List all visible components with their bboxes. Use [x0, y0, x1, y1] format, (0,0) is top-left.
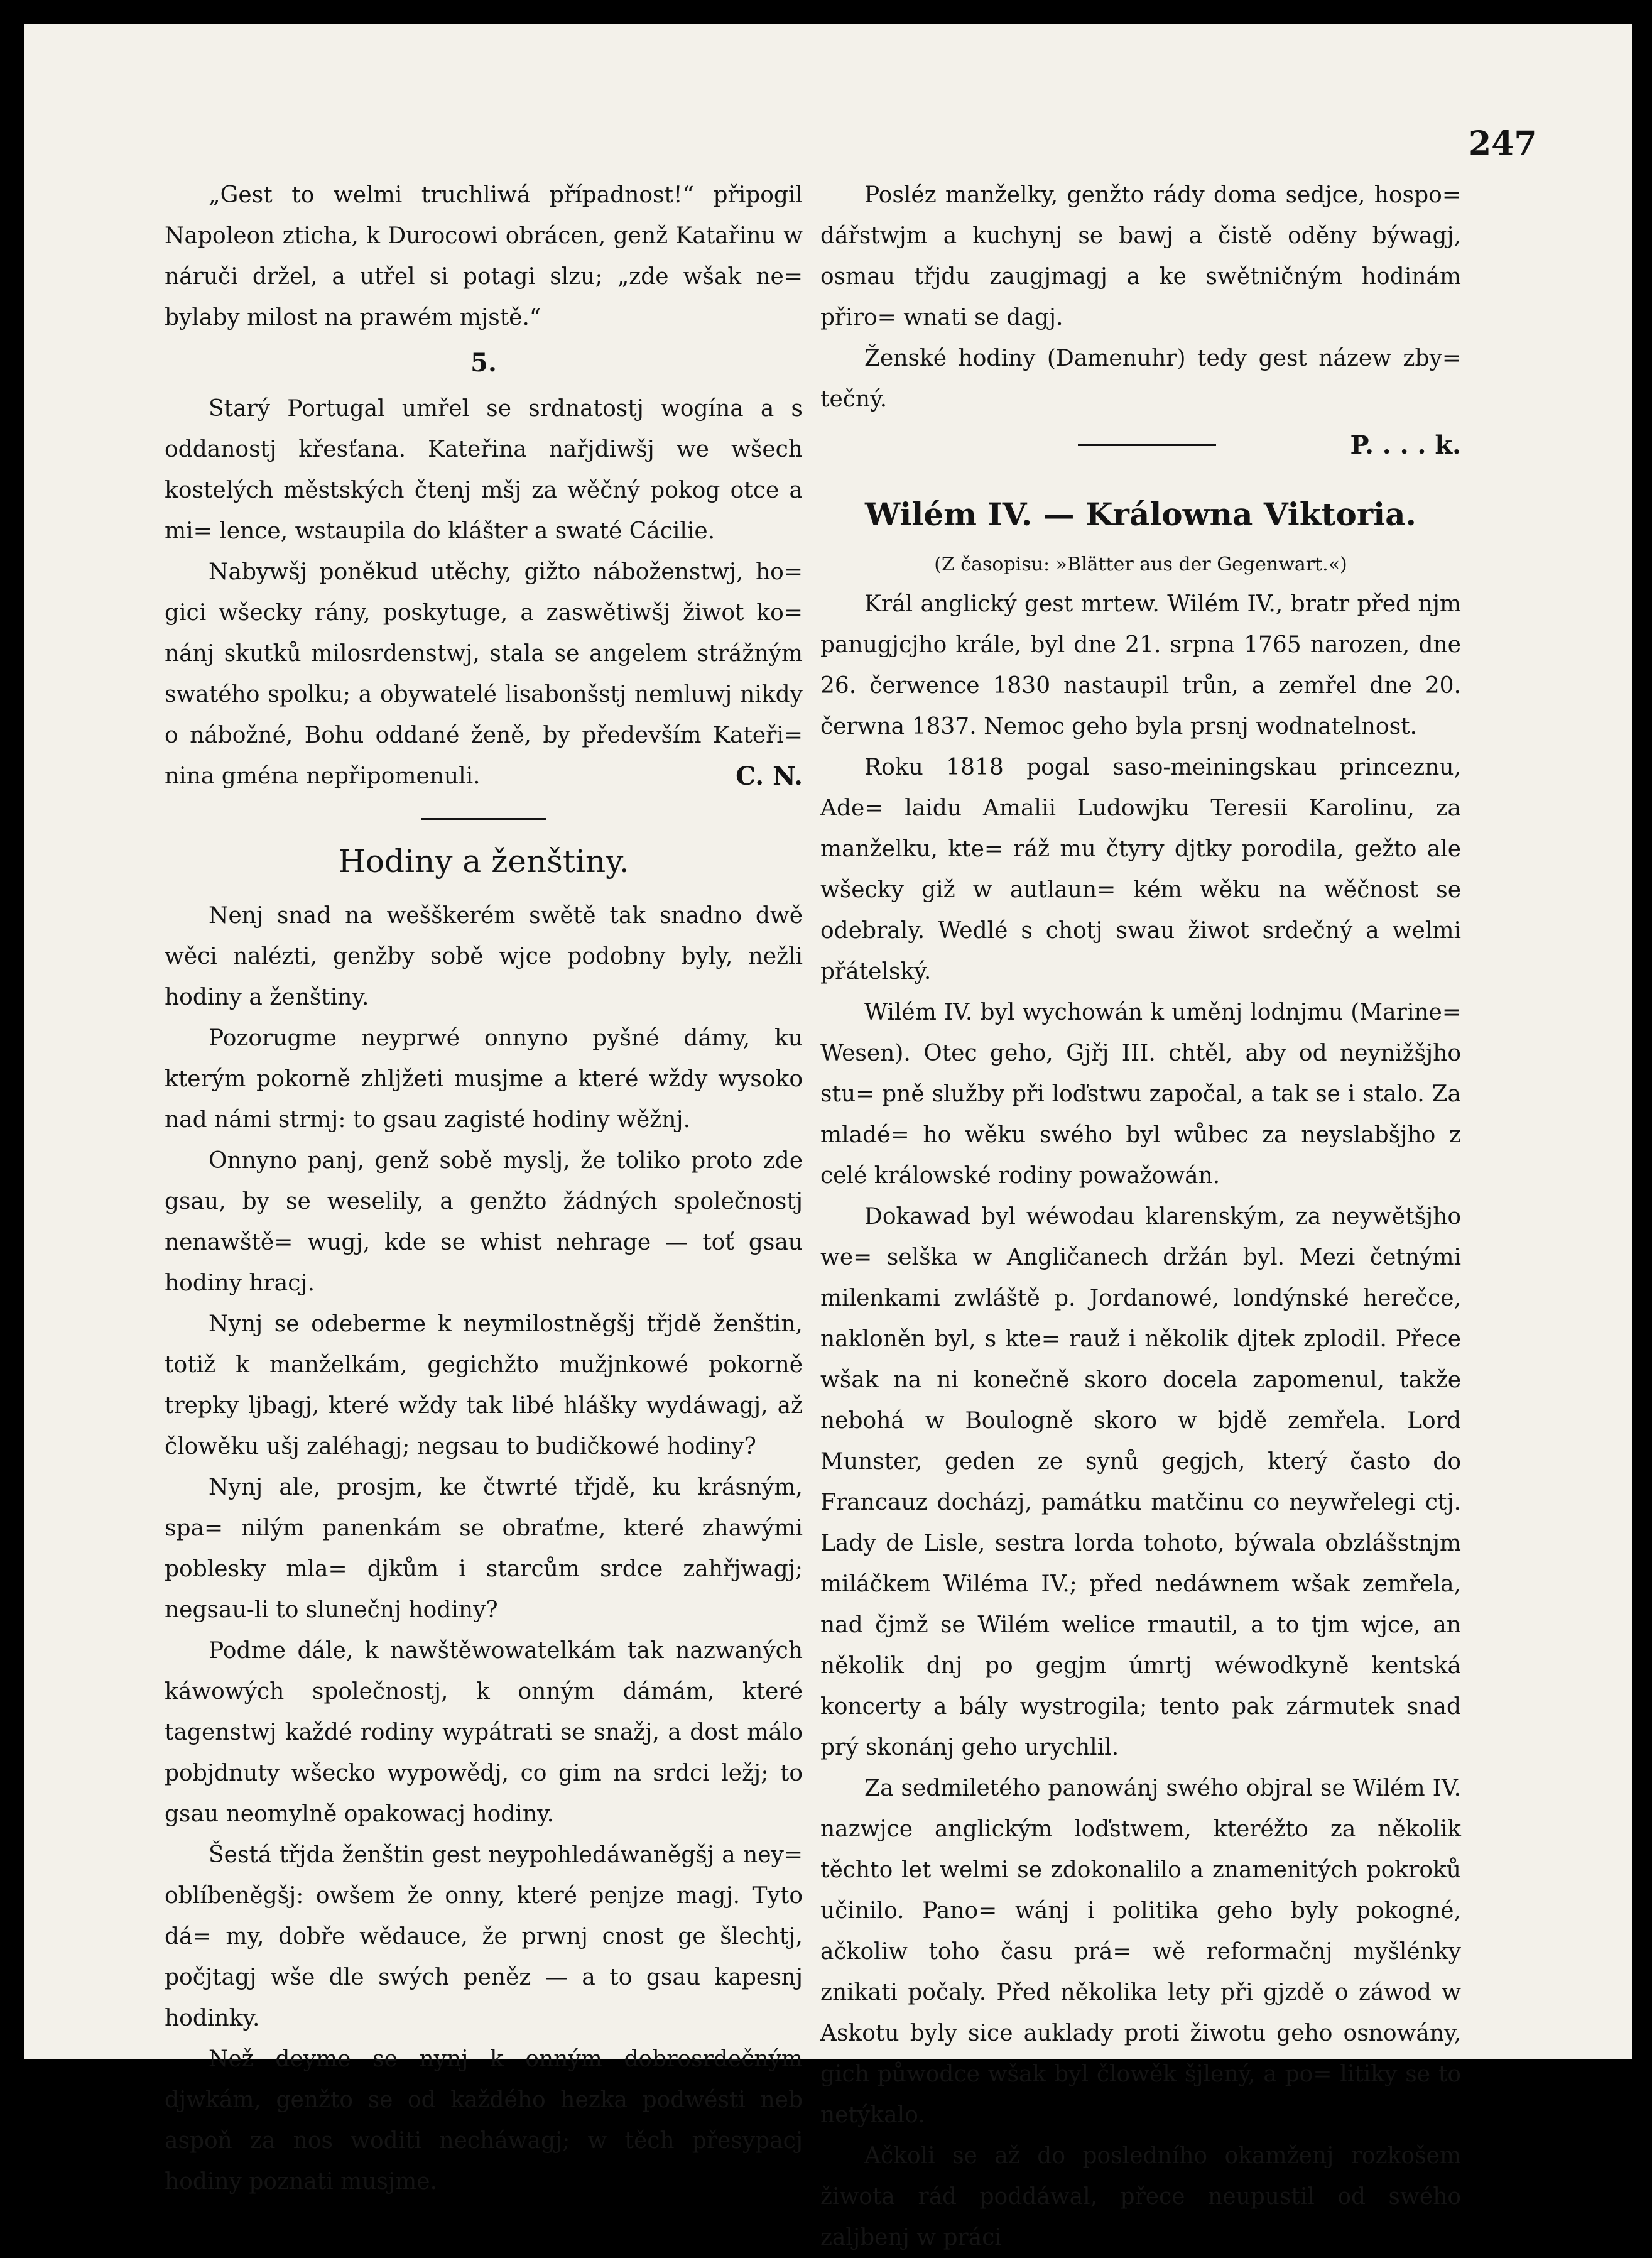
paragraph: Nynj se odeberme k neymilostněgšj třjdě ženštin, totiž k manželkám, gegichžto mužjnkowé pokorně trepky ljbagj, které wždy tak libé hlášky wydáwagj, až člowěku ušj zaléhagj; negsau to budičkowé hodiny? [165, 1311, 803, 1459]
right-column [820, 175, 1461, 2258]
paragraph: „Gest to welmi truchliwá případnost!“ připogil Napoleon zticha, k Durocowi obrácen, genž Katařinu w náruči držel, a utřel si potagi slzu; „zde wšak ne= bylaby milost na prawém mjstě.“ [165, 182, 803, 330]
paragraph: Než deyme se nynj k onným dobrosrdečným djwkám, genžto se od každého hezka podwésti neb aspoň za nos woditi necháwagj; w těch přesypacj hodiny poznati musjme. [165, 2046, 803, 2195]
paragraph: Dokawad byl wéwodau klarenským, za neywětšjho we= selška w Angličanech držán byl. Mezi četnými milenkami zwláště p. Jordanowé, londýnské herečce, nakloněn byl, s kte= rauž i několik djtek zplodil. Přece wšak na ni konečně skoro docela zapomenul, takže nebohá w Boulogně skoro w bjdě zemřela. Lord Munster, geden ze synů gegjch, který často do Francauz docházj, památku matčinu co neywřelegi ctj. Lady de Lisle, sestra lorda tohoto, býwala obzlášstnjm miláčkem Wiléma IV.; před nedáwnem wšak zemřela, nad čjmž se Wilém welice rmautil, a to tjm wjce, an několik dnj po gegjm úmrtj wéwodkyně kentská koncerty a bály wystrogila; tento pak zármutek snad prý skonánj geho urychlil. [820, 1204, 1461, 1760]
paragraph: Ženské hodiny (Damenuhr) tedy gest názew zby= tečný. [820, 346, 1461, 412]
signature: P. . . . k. [1350, 430, 1461, 460]
page-number: 247 [1469, 124, 1537, 163]
heading-part: Králowna Viktoria. [1085, 496, 1416, 533]
paragraph: Posléz manželky, genžto rády doma sedjce, hospo= dářstwjm a kuchynj se bawj a čistě oděny býwagj, osmau třjdu zaugjmagj a ke swětničným hodinám přiro= wnati se dagj. [820, 182, 1461, 330]
paragraph: Ačkoli se až do posledního okamženj rozkošem žiwota rád poddáwal, přece neupustil od swého zaljbenj w práci [820, 2143, 1461, 2250]
paragraph [165, 552, 803, 797]
paragraph: Wilém IV. byl wychowán k uměnj lodnjmu (Marine= Wesen). Otec geho, Gjřj III. chtěl, aby od neynižšjho stu= pně služby při loďstwu započal, a tak se i stalo. Za mladé= ho wěku swého byl wůbec za neyslabšjho z celé králowské rodiny powažowán. [820, 1000, 1461, 1189]
paragraph: Nynj ale, prosjm, ke čtwrté třjdě, ku krásným, spa= nilým panenkám se obraťme, které zhawými poblesky mla= djkům i starcům srdce zahřjwagj; negsau-li to slunečnj hodiny? [165, 1475, 803, 1623]
paragraph: Starý Portugal umřel se srdnatostj wogína a s oddanostj křesťana. Kateřina nařjdiwšj we wšech kostelých městských čtenj mšj za wěčný pokog otce a mi= lence, wstaupila do klášter a swaté Cácilie. [165, 396, 803, 544]
paragraph: Roku 1818 pogal saso-meiningskau princeznu, Ade= laidu Amalii Ludowjku Teresii Karolinu, za manželku, kte= ráž mu čtyry djtky porodila, gežto ale wšecky giž w autlaun= kém wěku na wěčnost se odebraly. Wedlé s chotj swau žiwot srdečný a welmi přátelský. [820, 755, 1461, 984]
paragraph: Podme dále, k nawštěwowatelkám tak nazwaných káwowých společnostj, k onným dámám, které tagenstwj každé rodiny wypátrati se snažj, a dost málo pobjdnuty wšecko wypowědj, co gim na srdci ležj; to gsau neomylně opakowacj hodiny. [165, 1638, 803, 1827]
section-number: 5. [470, 348, 497, 378]
paragraph: Nenj snad na wešškerém swětě tak snadno dwě wěci nalézti, genžby sobě wjce podobny byly, nežli hodiny a ženštiny. [165, 903, 803, 1010]
paragraph: Král anglický gest mrtew. Wilém IV., bratr před njm panugjcjho krále, byl dne 21. srpna 1765 narozen, dne 26. čerwence 1830 nastaupil trůn, a zemřel dne 20. čerwna 1837. Nemoc geho byla prsnj wodnatelnost. [820, 591, 1461, 739]
paragraph: Za sedmiletého panowánj swého objral se Wilém IV. nazwjce anglickým loďstwem, kteréžto za několik těchto let welmi se zdokonalilo a znamenitých pokroků učinilo. Pano= wánj i politika geho byly pokogné, ačkoliw toho času prá= wě reformačnj myšlénky znikati počaly. Před několika lety při gjzdě o záwod w Askotu byly sice auklady proti žiwotu geho osnowány, gich půwodce wšak byl člowěk šjlený, a po= litiky se to netýkalo. [820, 1775, 1461, 2128]
paragraph: Pozorugme neyprwé onnyno pyšné dámy, ku kterým pokorně zhljžeti musjme a které wždy wysoko nad námi strmj: to gsau zagisté hodiny wěžnj. [165, 1025, 803, 1133]
article-heading: Hodiny a ženštiny. [338, 843, 629, 880]
signature: C. N. [736, 761, 803, 791]
page [24, 24, 1632, 2250]
signature-line [820, 425, 1461, 466]
divider-rule [421, 818, 546, 820]
paragraph-text: Nabywšj poněkud utěchy, gižto náboženstwj, ho= gici wšecky rány, poskytuge, a zaswětiwšj žiwot ko= nánj skutků milosrdenstwj, stala se angelem strážným swatého spolku; a obywatelé lisabonšstj nemluwj nikdy o nábožné, Bohu oddané ženě, by především Kateři= nina gména nepřipomenuli. [165, 559, 803, 789]
paragraph: Šestá třjda ženštin gest neypohledáwaněgšj a ney= oblíbeněgšj: owšem že onny, které penjze magj. Tyto dá= my, dobře wědauce, že prwnj cnost ge šlechtj, počjtagj wše dle swých peněz — a to gsau kapesnj hodinky. [165, 1842, 803, 2031]
left-column [165, 175, 803, 2202]
divider-rule [1078, 444, 1216, 446]
article-subtitle: (Z časopisu: »Blätter aus der Gegenwart.«) [934, 554, 1347, 575]
heading-part: Wilém IV. — [865, 496, 1086, 533]
paragraph: Onnyno panj, genž sobě myslj, že toliko proto zde gsau, by se weselily, a genžto žádných společnostj nenawště= wugj, kde se whist nehrage — toť gsau hodiny hracj. [165, 1148, 803, 1296]
article-heading [820, 491, 1461, 538]
